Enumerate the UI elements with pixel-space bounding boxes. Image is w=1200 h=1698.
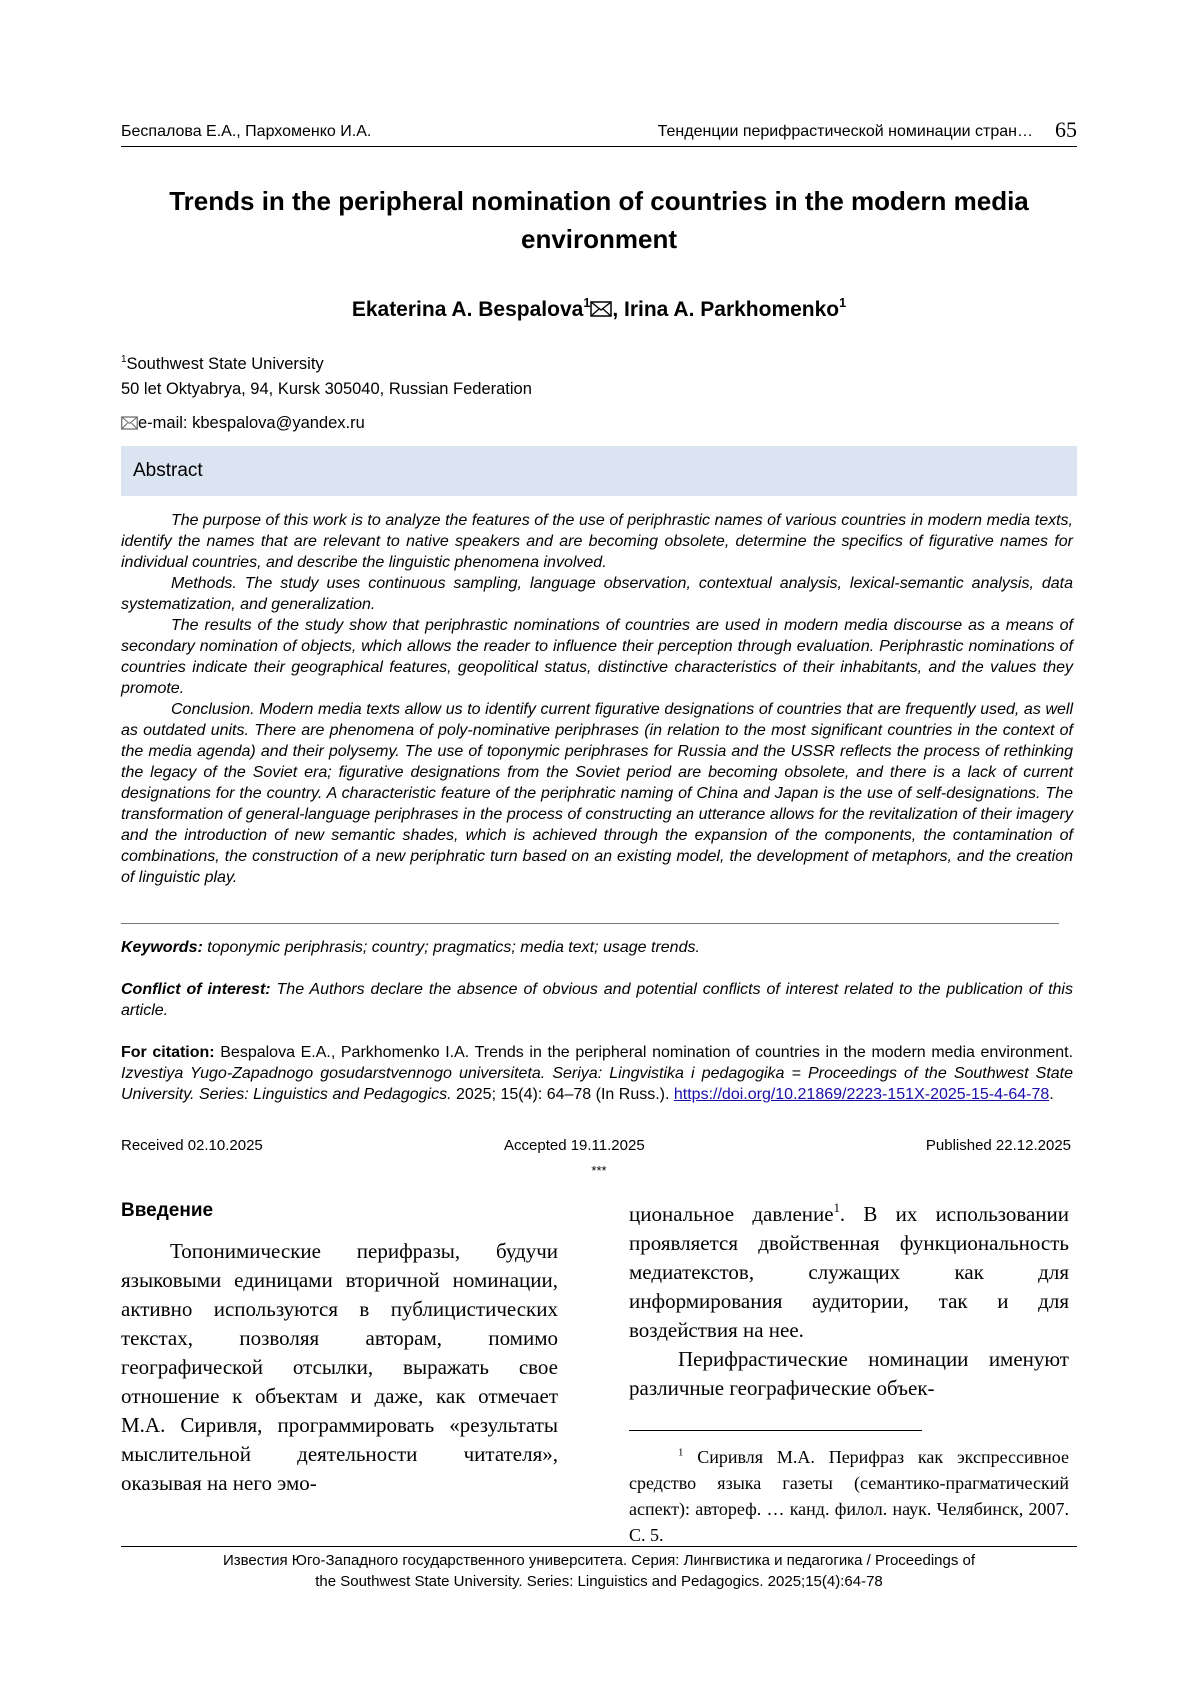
conflict-label: Conflict of interest: <box>121 981 271 998</box>
abstract-paragraph: Methods. The study uses continuous sampling, language observation, contextual analysis, lexical-semantic analysis, data systematization, and generalization. <box>121 575 1073 613</box>
author-separator: , <box>612 298 625 321</box>
email-line <box>121 414 365 433</box>
author-name: Ekaterina A. Bespalova <box>351 298 584 321</box>
section-heading: Введение <box>121 1200 214 1221</box>
email-address[interactable]: e-mail: kbespalova@yandex.ru <box>138 414 365 432</box>
affiliation-university: Southwest State University <box>126 355 324 373</box>
author-affil-sup: 1 <box>839 296 847 311</box>
citation <box>121 1042 1073 1105</box>
footer-line: Известия Юго-Западного государственного университета. Серия: Лингвистика и педагогика / Proceedings of <box>222 1552 976 1569</box>
doi-link[interactable]: https://doi.org/10.21869/2223-151X-2025-15-4-64-78 <box>673 1086 1050 1103</box>
keywords <box>121 937 1073 958</box>
body-paragraph <box>629 1200 1069 1345</box>
abstract-heading-box <box>121 446 1077 496</box>
abstract-heading: Abstract <box>133 460 203 481</box>
abstract-paragraph: Conclusion. Modern media texts allow us to identify current figurative designations of countries that are frequently used, as well as outdated units. There are phenomena of poly-nominative periphrases (in relation to the most significant countries in the context of the media agenda) and their polysemy. The use of toponymic periphrases for Russia and the USSR reflects the process of rethinking the legacy of the Soviet era; figurative designations from the Soviet period are becoming obsolete, and there is a lack of current designations for the country. A characteristic feature of the periphratic naming of China and Japan is the use of self-designations. The transformation of general-language periphrases in the process of constructing an utterance allows for the revitalization of their imagery and the introduction of new semantic shades, which is achieved through the expansion of the components, the contamination of combinations, the construction of a new periphratic turn based on an existing model, the development of metaphors, and the creation of linguistic play. <box>121 701 1073 886</box>
affiliation <box>121 352 532 402</box>
page-number: 65 <box>1055 117 1077 142</box>
published-date: Published 22.12.2025 <box>925 1137 1071 1154</box>
citation-journal: Izvestiya Yugo-Zapadnogo gosudarstvennogo universiteta. Seriya: Lingvistika i pedagogika = Proceedings of the Southwest State University. Series: Linguistics and Pedagogics. <box>121 1065 1073 1103</box>
body-column-left <box>121 1237 558 1498</box>
keywords-label: Keywords: <box>121 939 203 956</box>
body-paragraph: Перифрастические номинации именуют различные географические объек- <box>629 1347 1069 1400</box>
running-header <box>121 112 1077 147</box>
footnote-divider <box>629 1430 922 1431</box>
body-column-right <box>629 1200 1069 1403</box>
conflict-text: The Authors declare the absence of obvious and potential conflicts of interest related to the publication of this article. <box>121 981 1073 1019</box>
citation-label: For citation: <box>121 1044 215 1061</box>
abstract-text <box>121 510 1073 888</box>
conflict-of-interest <box>121 979 1073 1021</box>
body-text: циональное давление <box>629 1202 834 1226</box>
body-paragraph: Топонимические перифразы, будучи языковыми единицами вторичной номинации, активно используются в публицистических текстах, позволяя авторам, помимо географической отсылки, выражать свое отношение к объектам и даже, как отмечает М.А. Сиривля, программировать «результаты мыслительной деятельности читателя», оказывая на него эмо- <box>121 1239 558 1495</box>
footnote-ref[interactable]: 1 <box>833 1201 840 1216</box>
affiliation-sup: 1 <box>121 354 127 366</box>
footnote-number: 1 <box>678 1446 684 1459</box>
citation-end: . <box>1049 1086 1054 1103</box>
abstract-paragraph: The results of the study show that periphrastic nominations of countries are used in modern media discourse as a means of secondary nomination of objects, which allows the reader to influence their perception through evaluation. Periphrastic nominations of countries indicate their geographical features, geopolitical status, distinctive characteristics of their inhabitants, and the values they promote. <box>121 617 1073 697</box>
author-list <box>121 298 1077 322</box>
page-footer <box>121 1546 1077 1592</box>
keywords-text: toponymic periphrasis; country; pragmatics; media text; usage trends. <box>207 939 700 956</box>
citation-issue: 2025; 15(4): 64–78 (In Russ.). <box>455 1086 670 1103</box>
section-separator: *** <box>591 1163 607 1178</box>
received-date: Received 02.10.2025 <box>121 1137 263 1154</box>
body-text: . В их использовании проявляется двойственная функциональность медиатекстов, служащих как для информирования аудитории, так и для воздействия на нее. <box>629 1202 1069 1342</box>
article-title: Trends in the peripheral nomination of countries in the modern media environment <box>169 186 1029 254</box>
envelope-icon <box>590 300 612 318</box>
author-affil-sup: 1 <box>583 296 591 311</box>
affiliation-address: 50 let Oktyabrya, 94, Kursk 305040, Russian Federation <box>121 380 532 398</box>
abstract-divider <box>121 923 1059 924</box>
footer-line: the Southwest State University. Series: Linguistics and Pedagogics. 2025;15(4):64-78 <box>315 1573 883 1590</box>
author-name: Irina A. Parkhomenko <box>624 298 840 321</box>
header-running-title: Тенденции перифрастической номинации стран… <box>657 123 1033 140</box>
footnote-text: Сиривля М.А. Перифраз как экспрессивное средство языка газеты (семантико-прагматический аспект): автореф. … канд. филол. наук. Челябинск, 2007. С. 5. <box>629 1447 1069 1545</box>
abstract-paragraph: The purpose of this work is to analyze the features of the use of periphrastic names of various countries in modern media texts, identify the names that are relevant to native speakers and are becoming obsolete, determine the specifics of figurative names for individual countries, and describe the linguistic phenomena involved. <box>121 512 1073 571</box>
accepted-date: Accepted 19.11.2025 <box>504 1137 645 1154</box>
header-authors: Беспалова Е.А., Пархоменко И.А. <box>121 123 372 140</box>
footnote <box>629 1444 1069 1548</box>
citation-text: Bespalova E.A., Parkhomenko I.A. Trends in the peripheral nomination of countries in the modern media environment. <box>220 1044 1074 1061</box>
envelope-icon <box>121 416 138 430</box>
